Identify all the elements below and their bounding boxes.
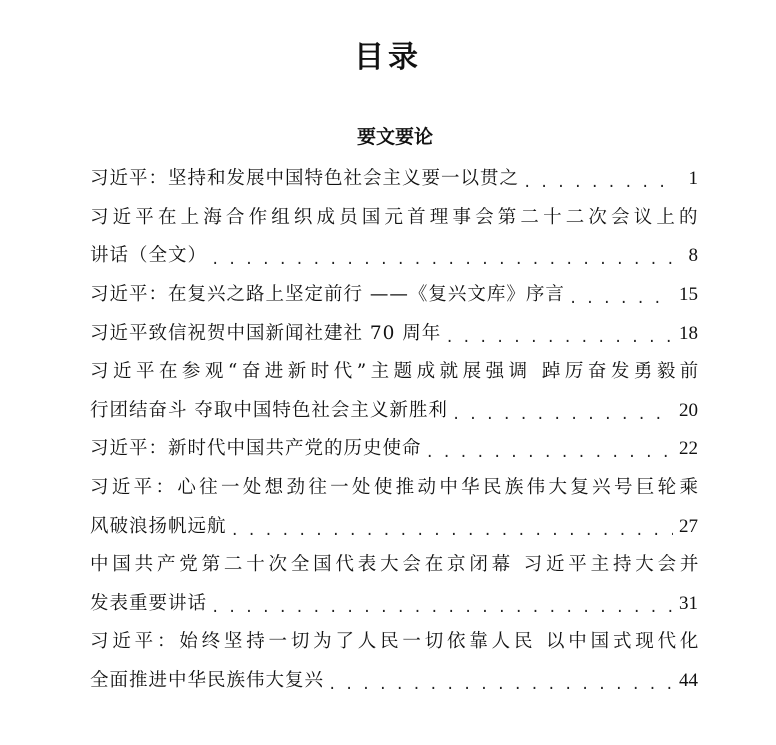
toc-entry[interactable] bbox=[90, 546, 703, 585]
toc-entry-title: 习近平：心往一处想劲往一处使推动中华民族伟大复兴号巨轮乘 bbox=[90, 477, 702, 499]
toc-entry-title: 习近平：在复兴之路上坚定前行 ——《复兴文库》序言 bbox=[90, 284, 565, 306]
toc-entry-title: 习近平：始终坚持一切为了人民一切依靠人民 以中国式现代化 bbox=[90, 631, 703, 653]
dot-leader bbox=[426, 441, 673, 465]
toc-entry-title: 行团结奋斗 夺取中国特色社会主义新胜利 bbox=[90, 399, 448, 421]
toc-entry[interactable] bbox=[90, 160, 698, 199]
toc-entry-title: 讲话（全文） bbox=[90, 245, 208, 267]
dot-leader bbox=[231, 519, 673, 543]
toc-entry-continuation[interactable] bbox=[90, 662, 698, 701]
dot-leader bbox=[211, 248, 674, 272]
toc-entry[interactable] bbox=[90, 199, 702, 238]
toc-entry-title: 发表重要讲话 bbox=[90, 592, 208, 614]
toc-page-number: 31 bbox=[679, 592, 698, 614]
toc-entry-title: 习近平在上海合作组织成员国元首理事会第二十二次会议上的 bbox=[90, 206, 702, 228]
dot-leader bbox=[523, 171, 674, 195]
toc-entry-continuation[interactable] bbox=[90, 237, 698, 276]
section-heading: 要文要论 bbox=[356, 126, 433, 148]
toc-entry-continuation[interactable] bbox=[90, 585, 698, 624]
toc-entry-title: 习近平：坚持和发展中国特色社会主义要一以贯之 bbox=[90, 168, 520, 190]
toc-page-number: 15 bbox=[679, 284, 698, 306]
dot-leader bbox=[211, 596, 673, 620]
table-of-contents bbox=[90, 160, 703, 700]
toc-entry-title: 中国共产党第二十次全国代表大会在京闭幕 习近平主持大会并 bbox=[90, 554, 703, 576]
toc-page-number: 22 bbox=[679, 438, 698, 460]
toc-page-number: 44 bbox=[679, 670, 698, 692]
dot-leader bbox=[328, 673, 673, 697]
toc-entry-continuation[interactable] bbox=[90, 392, 698, 431]
toc-entry-continuation[interactable] bbox=[90, 507, 698, 546]
toc-page-number: 8 bbox=[688, 245, 698, 267]
page-title: 目录 bbox=[354, 40, 422, 75]
toc-entry-title: 习近平在参观“奋进新时代”主题成就展强调 踔厉奋发勇毅前 bbox=[90, 361, 703, 383]
toc-entry[interactable] bbox=[90, 430, 698, 469]
toc-entry-title: 全面推进中华民族伟大复兴 bbox=[90, 670, 325, 692]
toc-entry[interactable] bbox=[90, 314, 698, 353]
dot-leader bbox=[452, 403, 673, 427]
toc-entry[interactable] bbox=[90, 623, 703, 662]
toc-entry-title: 习近平：新时代中国共产党的历史使命 bbox=[90, 438, 422, 460]
toc-entry[interactable] bbox=[90, 276, 698, 315]
toc-entry[interactable] bbox=[90, 469, 702, 508]
toc-page-number: 18 bbox=[679, 322, 698, 344]
toc-page-number: 20 bbox=[679, 399, 698, 421]
toc-entry-title: 风破浪扬帆远航 bbox=[90, 515, 227, 537]
toc-page-number: 27 bbox=[679, 515, 698, 537]
toc-entry-title: 习近平致信祝贺中国新闻社建社 70 周年 bbox=[90, 322, 442, 344]
dot-leader bbox=[445, 326, 673, 350]
dot-leader bbox=[569, 287, 673, 311]
toc-entry[interactable] bbox=[90, 353, 703, 392]
toc-page-number: 1 bbox=[688, 168, 698, 190]
